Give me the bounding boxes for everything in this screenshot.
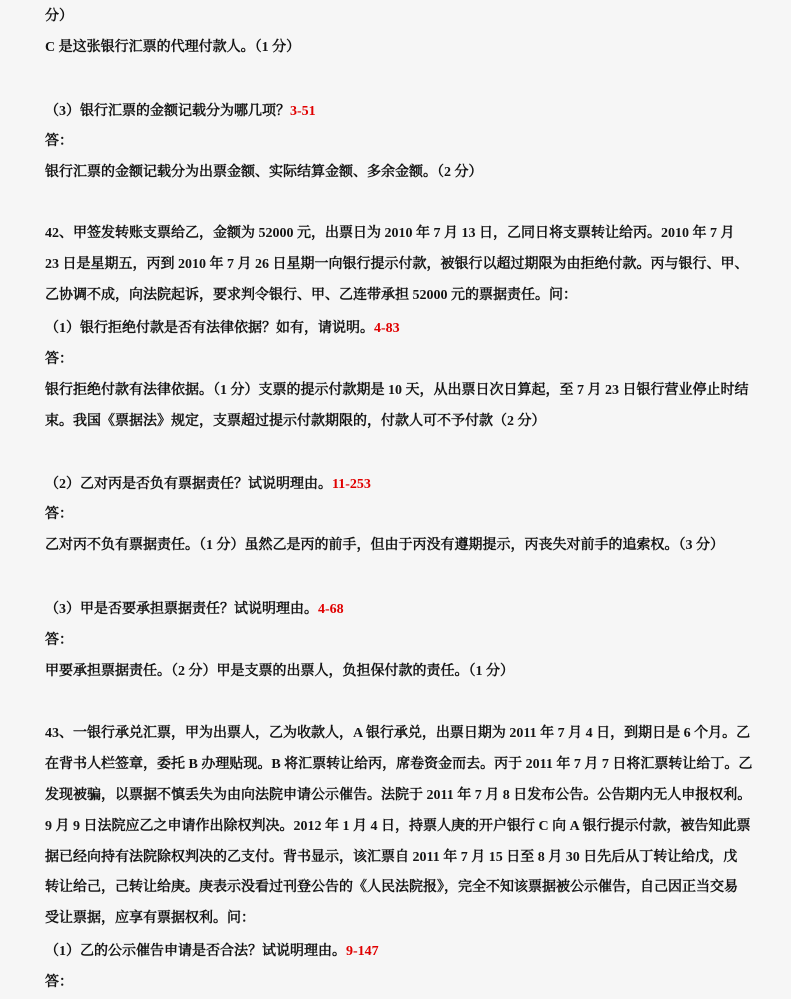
text-run: （2）乙对丙是否负有票据责任？试说明理由。 bbox=[45, 476, 332, 492]
text-run: 转让给己，己转让给庚。庚表示没看过刊登公告的《人民法院报》，完全不知该票据被公示催告，自己因正当交易 bbox=[45, 880, 738, 896]
text-run: （1）银行拒绝付款是否有法律依据？如有，请说明。 bbox=[45, 321, 374, 337]
text-line bbox=[45, 626, 748, 657]
text-line bbox=[45, 873, 748, 904]
text-line bbox=[45, 127, 748, 158]
text-line bbox=[45, 843, 748, 874]
answer-reference: 4-68 bbox=[318, 601, 344, 617]
text-line bbox=[45, 781, 752, 812]
text-run: 答： bbox=[45, 507, 73, 523]
text-line bbox=[45, 250, 748, 281]
text-line bbox=[45, 531, 748, 562]
text-run: （1）乙的公示催告申请是否合法？试说明理由。 bbox=[45, 943, 346, 959]
text-run: 分） bbox=[45, 9, 73, 24]
text-run: 甲要承担票据责任。（2 分）甲是支票的出票人，负担保付款的责任。（1 分） bbox=[45, 663, 514, 679]
text-run: 23 日是星期五，丙到 2010 年 7 月 26 日星期一向银行提示付款，被银行以超过期限为由拒绝付款。丙与银行、甲、 bbox=[45, 256, 749, 272]
answer-reference: 11-253 bbox=[332, 476, 371, 492]
text-run: 乙协调不成，向法院起诉，要求判令银行、甲、乙连带承担 52000 元的票据责任。问： bbox=[45, 287, 577, 303]
text-line bbox=[45, 812, 751, 843]
text-line bbox=[45, 281, 748, 312]
text-run: 42、甲签发转账支票给乙，金额为 52000 元，出票日为 2010 年 7 月 13 日，乙同日将支票转让给丙。2010 年 7 月 bbox=[45, 225, 735, 241]
text-line bbox=[45, 376, 748, 407]
text-run: 在背书人栏签章，委托 B 办理贴现。B 将汇票转让给丙，席卷资金而去。丙于 2011 年 7 月 7 日将汇票转让给丁。乙 bbox=[45, 757, 753, 773]
answer-reference: 3-51 bbox=[290, 103, 316, 119]
text-line bbox=[45, 314, 748, 345]
text-run: C 是这张银行汇票的代理付款人。（1 分） bbox=[45, 39, 301, 55]
text-run: （3）甲是否要承担票据责任？试说明理由。 bbox=[45, 601, 318, 617]
text-run: 答： bbox=[45, 352, 73, 368]
text-run: 据已经向持有法院除权判决的乙支付。背书显示，该汇票自 2011 年 7 月 15 日至 8 月 30 日先后从丁转让给戊，戊 bbox=[45, 849, 738, 865]
text-line bbox=[45, 470, 748, 501]
text-run: 银行拒绝付款有法律依据。（1 分）支票的提示付款期是 10 天，从出票日次日算起，至 7 月 23 日银行营业停止时结 bbox=[45, 382, 749, 398]
text-run: 乙对丙不负有票据责任。（1 分）虽然乙是丙的前手，但由于丙没有遵期提示，丙丧失对前手的追索权。（3 分） bbox=[45, 538, 724, 554]
text-run: （3）银行汇票的金额记载分为哪几项？ bbox=[45, 103, 290, 119]
text-run: 43、一银行承兑汇票，甲为出票人，乙为收款人，A 银行承兑，出票日期为 2011 年 7 月 4 日，到期日是 6 个月。乙 bbox=[45, 726, 751, 742]
text-line bbox=[45, 158, 748, 189]
text-line bbox=[45, 904, 748, 935]
text-run: 答： bbox=[45, 974, 73, 990]
text-line bbox=[45, 937, 748, 968]
answer-reference: 9-147 bbox=[346, 943, 379, 959]
text-line bbox=[45, 407, 748, 438]
text-run: 银行汇票的金额记载分为出票金额、实际结算金额、多余金额。（2 分） bbox=[45, 165, 483, 181]
text-run: 受让票据，应享有票据权利。问： bbox=[45, 911, 255, 927]
text-line bbox=[45, 345, 748, 376]
text-line bbox=[45, 719, 751, 750]
text-line bbox=[45, 33, 748, 64]
text-line bbox=[45, 2, 748, 33]
text-run: 束。我国《票据法》规定，支票超过提示付款期限的，付款人可不予付款（2 分） bbox=[45, 413, 546, 429]
text-line bbox=[45, 595, 748, 626]
text-run: 9 月 9 日法院应乙之申请作出除权判决。2012 年 1 月 4 日，持票人庚的开户银行 C 向 A 银行提示付款，被告知此票 bbox=[45, 818, 751, 834]
text-run: 答： bbox=[45, 632, 73, 648]
text-line bbox=[45, 968, 748, 999]
text-line bbox=[45, 500, 748, 531]
text-line bbox=[45, 97, 748, 128]
text-run: 发现被骗，以票据不慎丢失为由向法院申请公示催告。法院于 2011 年 7 月 8 日发布公告。公告期内无人申报权利。 bbox=[45, 787, 752, 803]
text-line bbox=[45, 657, 748, 688]
text-line bbox=[45, 750, 753, 781]
text-line bbox=[45, 219, 748, 250]
text-run: 答： bbox=[45, 134, 73, 150]
answer-reference: 4-83 bbox=[374, 321, 400, 337]
